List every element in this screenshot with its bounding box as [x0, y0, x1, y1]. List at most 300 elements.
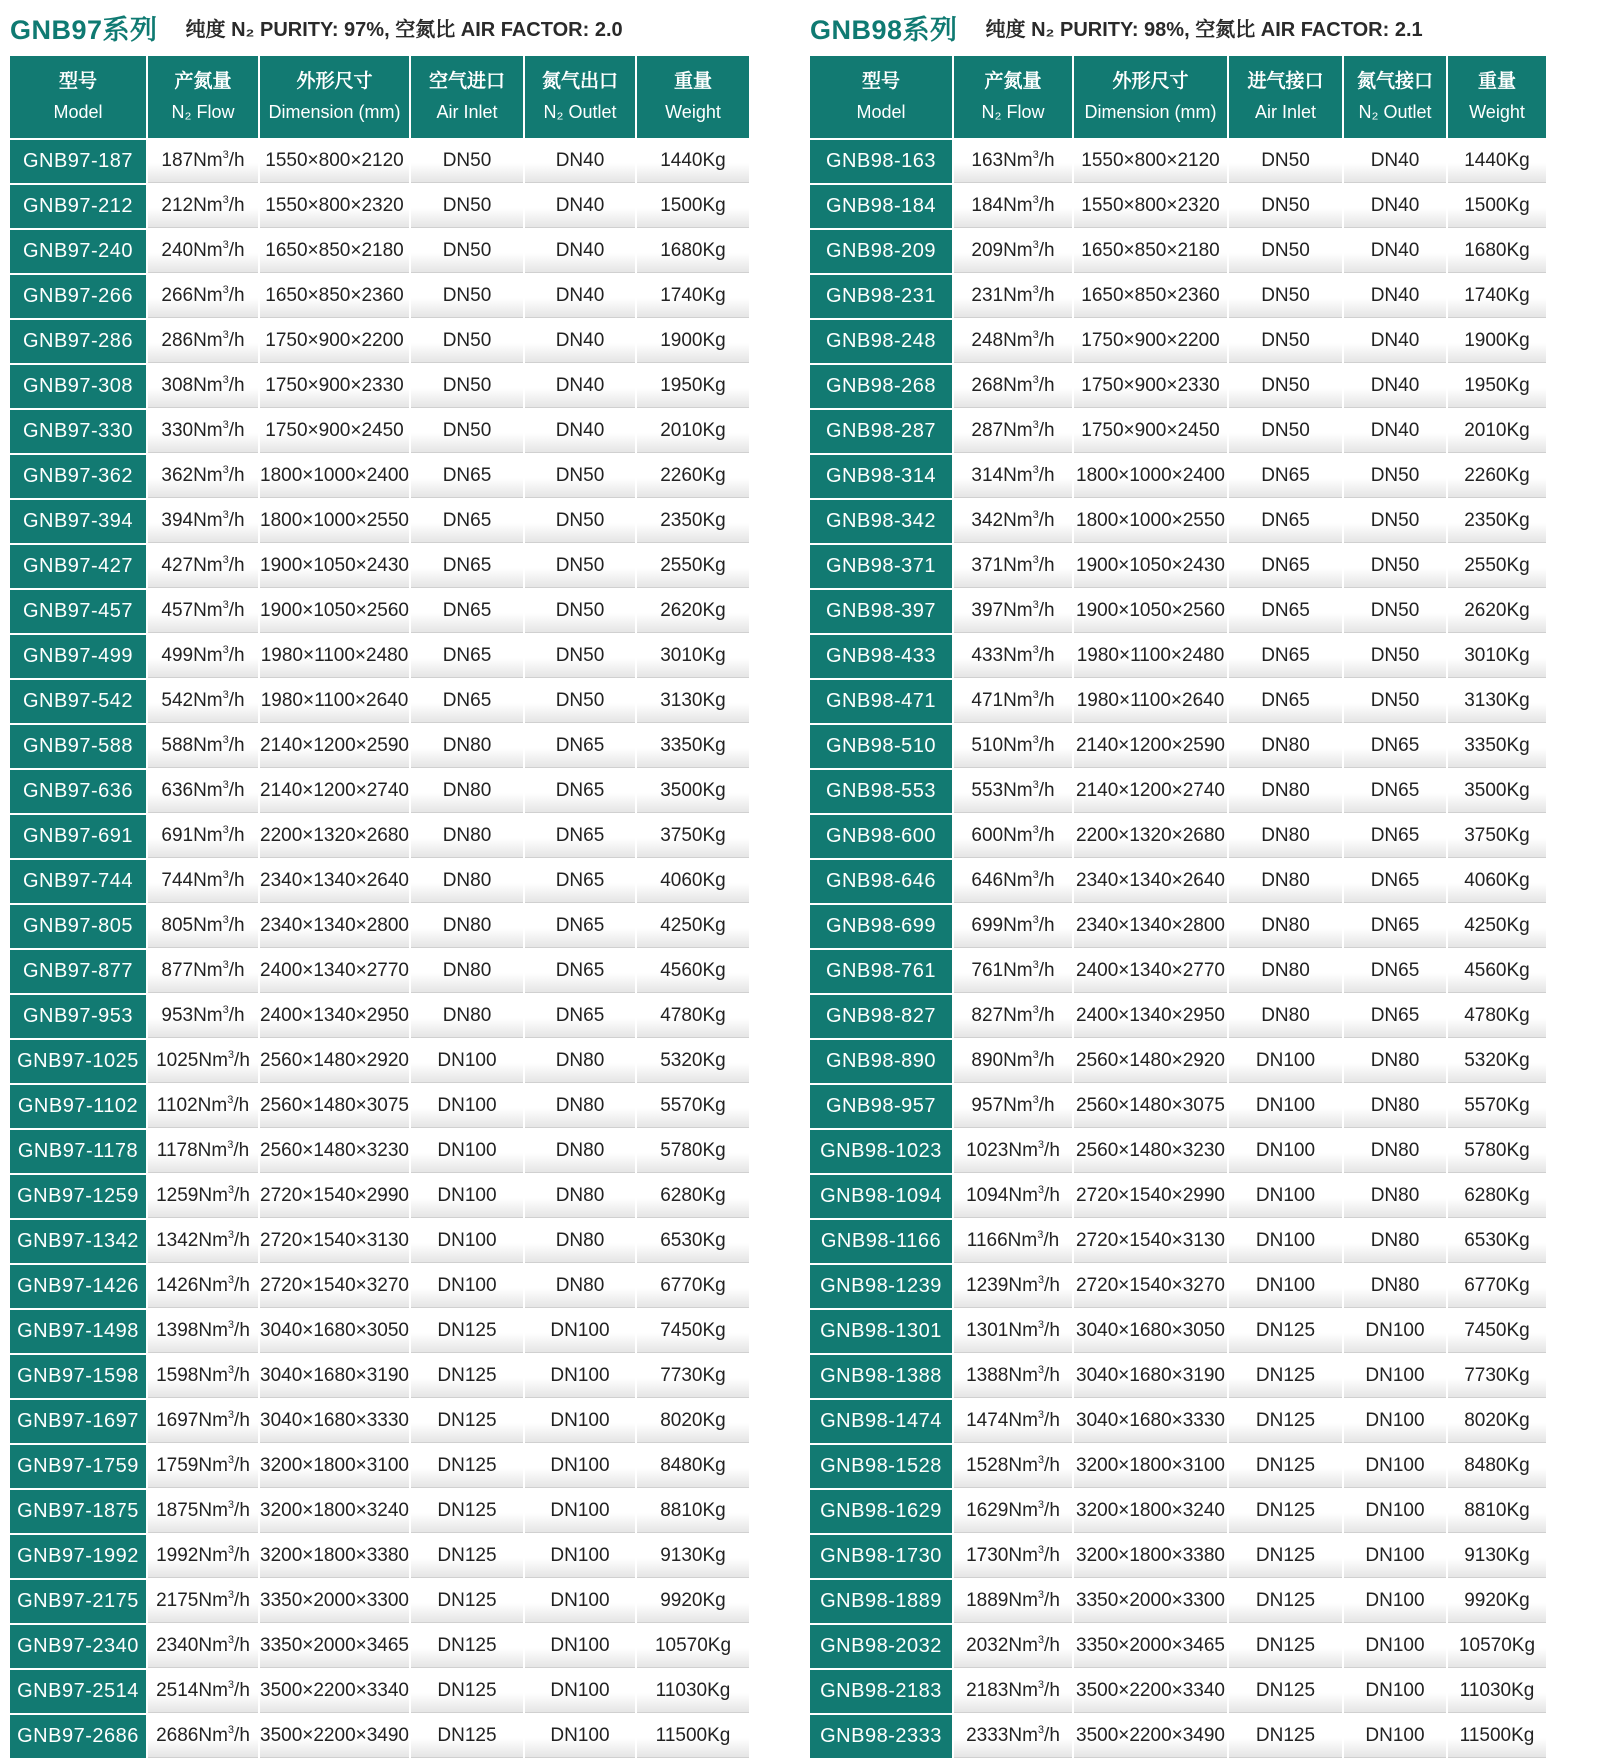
table-row [10, 1175, 749, 1218]
model-cell: GNB97-362 [10, 455, 146, 498]
n2-flow-cell: 471Nm$^3$/h [954, 680, 1072, 723]
column-header-en: N₂ Outlet [543, 102, 617, 122]
dimension-cell: 3200×1800×3240 [1074, 1490, 1227, 1533]
weight-cell: 5780Kg [637, 1130, 749, 1173]
table-row [10, 545, 749, 588]
n2-outlet-cell: DN80 [525, 1265, 635, 1308]
weight-cell: 1440Kg [637, 140, 749, 183]
n2-flow-cell: 187Nm$^3$/h [148, 140, 258, 183]
air-inlet-cell: DN65 [411, 590, 523, 633]
n2-outlet-cell: DN65 [1344, 770, 1446, 813]
model-cell: GNB98-2183 [810, 1670, 952, 1713]
column-header-dimension [260, 56, 409, 138]
air-inlet-cell: DN80 [1229, 995, 1342, 1038]
table-row [810, 1040, 1546, 1083]
n2-flow-cell: 2686Nm$^3$/h [148, 1715, 258, 1758]
model-cell: GNB97-1697 [10, 1400, 146, 1443]
weight-cell: 1740Kg [637, 275, 749, 318]
column-header-zh: 氮气出口 [541, 71, 618, 92]
weight-cell: 2010Kg [637, 410, 749, 453]
weight-cell: 3750Kg [637, 815, 749, 858]
column-header-weight [1448, 56, 1546, 138]
n2-flow-cell: 184Nm$^3$/h [954, 185, 1072, 228]
n2-outlet-cell: DN40 [1344, 140, 1446, 183]
weight-cell: 4560Kg [1448, 950, 1546, 993]
table-row [810, 1220, 1546, 1263]
air-inlet-cell: DN125 [411, 1625, 523, 1668]
model-cell: GNB98-471 [810, 680, 952, 723]
column-header-zh: 外形尺寸 [296, 71, 373, 92]
air-inlet-cell: DN125 [1229, 1490, 1342, 1533]
model-cell: GNB98-2032 [810, 1625, 952, 1668]
table-row [810, 320, 1546, 363]
air-inlet-cell: DN80 [1229, 815, 1342, 858]
air-inlet-cell: DN50 [1229, 275, 1342, 318]
model-cell: GNB97-187 [10, 140, 146, 183]
model-cell: GNB97-330 [10, 410, 146, 453]
n2-outlet-cell: DN65 [525, 725, 635, 768]
column-header-en: Model [53, 102, 103, 122]
air-inlet-cell: DN80 [411, 770, 523, 813]
dimension-cell: 2140×1200×2740 [260, 770, 409, 813]
weight-cell: 3010Kg [637, 635, 749, 678]
n2-flow-cell: 1239Nm$^3$/h [954, 1265, 1072, 1308]
air-inlet-cell: DN50 [411, 320, 523, 363]
dimension-cell: 1900×1050×2560 [260, 590, 409, 633]
table-row [810, 1265, 1546, 1308]
weight-cell: 1950Kg [637, 365, 749, 408]
weight-cell: 5320Kg [1448, 1040, 1546, 1083]
n2-outlet-cell: DN80 [1344, 1040, 1446, 1083]
column-header-en: N₂ Flow [171, 102, 235, 122]
weight-cell: 2260Kg [1448, 455, 1546, 498]
table-row [810, 770, 1546, 813]
table-row [810, 275, 1546, 318]
model-cell: GNB97-1259 [10, 1175, 146, 1218]
table-row [10, 1040, 749, 1083]
n2-flow-cell: 1025Nm$^3$/h [148, 1040, 258, 1083]
table-row [10, 1085, 749, 1128]
table-row [10, 815, 749, 858]
weight-cell: 11030Kg [1448, 1670, 1546, 1713]
model-cell: GNB98-433 [810, 635, 952, 678]
weight-cell: 6280Kg [637, 1175, 749, 1218]
n2-flow-cell: 394Nm$^3$/h [148, 500, 258, 543]
n2-outlet-cell: DN80 [1344, 1085, 1446, 1128]
n2-outlet-cell: DN40 [1344, 230, 1446, 273]
table-row [810, 1580, 1546, 1623]
n2-outlet-cell: DN40 [525, 185, 635, 228]
n2-outlet-cell: DN100 [1344, 1535, 1446, 1578]
table-row [10, 1400, 749, 1443]
model-cell: GNB97-1759 [10, 1445, 146, 1488]
air-inlet-cell: DN100 [411, 1175, 523, 1218]
n2-flow-cell: 953Nm$^3$/h [148, 995, 258, 1038]
n2-outlet-cell: DN50 [525, 545, 635, 588]
n2-outlet-cell: DN100 [1344, 1490, 1446, 1533]
n2-flow-cell: 163Nm$^3$/h [954, 140, 1072, 183]
dimension-cell: 3350×2000×3300 [1074, 1580, 1227, 1623]
weight-cell: 2350Kg [1448, 500, 1546, 543]
table-row [810, 1625, 1546, 1668]
table-row [10, 1265, 749, 1308]
n2-outlet-cell: DN80 [525, 1175, 635, 1218]
model-cell: GNB97-805 [10, 905, 146, 948]
n2-outlet-cell: DN40 [525, 140, 635, 183]
air-inlet-cell: DN125 [1229, 1580, 1342, 1623]
dimension-cell: 1900×1050×2560 [1074, 590, 1227, 633]
dimension-cell: 2560×1480×3075 [260, 1085, 409, 1128]
model-cell: GNB98-1301 [810, 1310, 952, 1353]
table-row [10, 275, 749, 318]
dimension-cell: 3350×2000×3465 [1074, 1625, 1227, 1668]
column-header-en: Air Inlet [436, 102, 498, 122]
dimension-cell: 3200×1800×3380 [260, 1535, 409, 1578]
air-inlet-cell: DN125 [411, 1670, 523, 1713]
n2-outlet-cell: DN65 [1344, 860, 1446, 903]
air-inlet-cell: DN50 [411, 365, 523, 408]
table-row [10, 320, 749, 363]
n2-outlet-cell: DN40 [525, 365, 635, 408]
n2-flow-cell: 457Nm$^3$/h [148, 590, 258, 633]
model-cell: GNB98-314 [810, 455, 952, 498]
n2-outlet-cell: DN100 [1344, 1400, 1446, 1443]
model-cell: GNB98-761 [810, 950, 952, 993]
model-cell: GNB97-1992 [10, 1535, 146, 1578]
model-cell: GNB97-2340 [10, 1625, 146, 1668]
weight-cell: 7730Kg [1448, 1355, 1546, 1398]
n2-outlet-cell: DN50 [525, 635, 635, 678]
table-row [10, 1670, 749, 1713]
n2-outlet-cell: DN100 [525, 1535, 635, 1578]
n2-outlet-cell: DN65 [525, 770, 635, 813]
model-cell: GNB97-308 [10, 365, 146, 408]
n2-flow-cell: 1528Nm$^3$/h [954, 1445, 1072, 1488]
model-cell: GNB98-1528 [810, 1445, 952, 1488]
dimension-cell: 1650×850×2360 [260, 275, 409, 318]
model-cell: GNB97-266 [10, 275, 146, 318]
model-cell: GNB98-553 [810, 770, 952, 813]
model-cell: GNB98-1239 [810, 1265, 952, 1308]
weight-cell: 3010Kg [1448, 635, 1546, 678]
model-cell: GNB98-371 [810, 545, 952, 588]
weight-cell: 8480Kg [637, 1445, 749, 1488]
dimension-cell: 1800×1000×2550 [1074, 500, 1227, 543]
n2-flow-cell: 231Nm$^3$/h [954, 275, 1072, 318]
n2-outlet-cell: DN80 [525, 1085, 635, 1128]
table-row [810, 1670, 1546, 1713]
air-inlet-cell: DN50 [1229, 410, 1342, 453]
column-header-en: Weight [665, 102, 721, 122]
n2-flow-cell: 542Nm$^3$/h [148, 680, 258, 723]
model-cell: GNB98-209 [810, 230, 952, 273]
n2-flow-cell: 1730Nm$^3$/h [954, 1535, 1072, 1578]
weight-cell: 2620Kg [637, 590, 749, 633]
n2-outlet-cell: DN50 [525, 680, 635, 723]
weight-cell: 4250Kg [637, 905, 749, 948]
n2-flow-cell: 240Nm$^3$/h [148, 230, 258, 273]
n2-outlet-cell: DN65 [1344, 905, 1446, 948]
weight-cell: 8020Kg [1448, 1400, 1546, 1443]
column-header-en: N₂ Outlet [1358, 102, 1432, 122]
table-row [10, 1715, 749, 1758]
air-inlet-cell: DN80 [411, 995, 523, 1038]
n2-flow-cell: 2175Nm$^3$/h [148, 1580, 258, 1623]
table-row [810, 185, 1546, 228]
model-cell: GNB97-1102 [10, 1085, 146, 1128]
air-inlet-cell: DN125 [411, 1490, 523, 1533]
n2-outlet-cell: DN65 [1344, 725, 1446, 768]
dimension-cell: 1900×1050×2430 [260, 545, 409, 588]
series-header [810, 0, 1548, 54]
table-row [810, 815, 1546, 858]
weight-cell: 10570Kg [637, 1625, 749, 1668]
n2-flow-cell: 636Nm$^3$/h [148, 770, 258, 813]
column-header-en: N₂ Flow [981, 102, 1045, 122]
n2-outlet-cell: DN100 [1344, 1310, 1446, 1353]
n2-flow-cell: 266Nm$^3$/h [148, 275, 258, 318]
air-inlet-cell: DN65 [411, 680, 523, 723]
table-row [10, 1580, 749, 1623]
n2-flow-cell: 1629Nm$^3$/h [954, 1490, 1072, 1533]
dimension-cell: 1550×800×2120 [260, 140, 409, 183]
weight-cell: 6770Kg [637, 1265, 749, 1308]
weight-cell: 1440Kg [1448, 140, 1546, 183]
table-row [810, 1490, 1546, 1533]
table-row [10, 1535, 749, 1578]
table-row [810, 725, 1546, 768]
weight-cell: 1900Kg [637, 320, 749, 363]
n2-flow-cell: 761Nm$^3$/h [954, 950, 1072, 993]
air-inlet-cell: DN50 [1229, 140, 1342, 183]
weight-cell: 4780Kg [1448, 995, 1546, 1038]
table-row [810, 1130, 1546, 1173]
model-cell: GNB97-457 [10, 590, 146, 633]
weight-cell: 5570Kg [1448, 1085, 1546, 1128]
n2-flow-cell: 286Nm$^3$/h [148, 320, 258, 363]
air-inlet-cell: DN65 [1229, 680, 1342, 723]
dimension-cell: 1800×1000×2550 [260, 500, 409, 543]
model-cell: GNB97-542 [10, 680, 146, 723]
table-row [10, 1490, 749, 1533]
model-cell: GNB98-1094 [810, 1175, 952, 1218]
n2-flow-cell: 1889Nm$^3$/h [954, 1580, 1072, 1623]
model-cell: GNB98-827 [810, 995, 952, 1038]
n2-outlet-cell: DN50 [525, 500, 635, 543]
n2-outlet-cell: DN80 [525, 1130, 635, 1173]
air-inlet-cell: DN125 [1229, 1670, 1342, 1713]
dimension-cell: 3040×1680×3050 [260, 1310, 409, 1353]
column-header-n2-outlet [525, 56, 635, 138]
table-row [810, 1175, 1546, 1218]
model-cell: GNB98-1474 [810, 1400, 952, 1443]
dimension-cell: 2720×1540×3270 [260, 1265, 409, 1308]
n2-flow-cell: 890Nm$^3$/h [954, 1040, 1072, 1083]
n2-flow-cell: 248Nm$^3$/h [954, 320, 1072, 363]
column-header-en: Model [856, 102, 906, 122]
air-inlet-cell: DN125 [1229, 1310, 1342, 1353]
model-cell: GNB98-1023 [810, 1130, 952, 1173]
model-cell: GNB97-394 [10, 500, 146, 543]
series-title: GNB97系列 [10, 14, 158, 45]
model-cell: GNB97-212 [10, 185, 146, 228]
weight-cell: 1740Kg [1448, 275, 1546, 318]
weight-cell: 6530Kg [1448, 1220, 1546, 1263]
n2-outlet-cell: DN100 [1344, 1625, 1446, 1668]
dimension-cell: 3040×1680×3330 [260, 1400, 409, 1443]
n2-outlet-cell: DN40 [525, 410, 635, 453]
air-inlet-cell: DN100 [1229, 1265, 1342, 1308]
table-row [810, 1400, 1546, 1443]
weight-cell: 3130Kg [1448, 680, 1546, 723]
dimension-cell: 2400×1340×2950 [260, 995, 409, 1038]
n2-flow-cell: 1178Nm$^3$/h [148, 1130, 258, 1173]
column-header-zh: 型号 [58, 71, 97, 92]
n2-outlet-cell: DN65 [1344, 815, 1446, 858]
dimension-cell: 1900×1050×2430 [1074, 545, 1227, 588]
n2-outlet-cell: DN65 [1344, 950, 1446, 993]
table-row [10, 185, 749, 228]
weight-cell: 8480Kg [1448, 1445, 1546, 1488]
model-cell: GNB98-397 [810, 590, 952, 633]
weight-cell: 1680Kg [1448, 230, 1546, 273]
dimension-cell: 2140×1200×2590 [260, 725, 409, 768]
weight-cell: 9130Kg [1448, 1535, 1546, 1578]
n2-outlet-cell: DN100 [525, 1670, 635, 1713]
column-header-n2-flow [148, 56, 258, 138]
weight-cell: 9130Kg [637, 1535, 749, 1578]
air-inlet-cell: DN80 [411, 950, 523, 993]
dimension-cell: 3200×1800×3240 [260, 1490, 409, 1533]
n2-flow-cell: 1259Nm$^3$/h [148, 1175, 258, 1218]
n2-outlet-cell: DN65 [525, 860, 635, 903]
dimension-cell: 1550×800×2320 [260, 185, 409, 228]
n2-flow-cell: 1426Nm$^3$/h [148, 1265, 258, 1308]
n2-flow-cell: 1094Nm$^3$/h [954, 1175, 1072, 1218]
table-row [810, 950, 1546, 993]
table-header-row [810, 56, 1546, 138]
n2-flow-cell: 957Nm$^3$/h [954, 1085, 1072, 1128]
table-row [10, 635, 749, 678]
n2-flow-cell: 600Nm$^3$/h [954, 815, 1072, 858]
model-cell: GNB97-953 [10, 995, 146, 1038]
table-row [10, 1130, 749, 1173]
n2-flow-cell: 1388Nm$^3$/h [954, 1355, 1072, 1398]
model-cell: GNB97-1426 [10, 1265, 146, 1308]
n2-outlet-cell: DN40 [1344, 365, 1446, 408]
model-cell: GNB97-691 [10, 815, 146, 858]
n2-flow-cell: 1759Nm$^3$/h [148, 1445, 258, 1488]
dimension-cell: 3500×2200×3340 [1074, 1670, 1227, 1713]
dimension-cell: 2400×1340×2950 [1074, 995, 1227, 1038]
air-inlet-cell: DN100 [1229, 1130, 1342, 1173]
column-header-model [810, 56, 952, 138]
table-row [810, 1715, 1546, 1758]
dimension-cell: 1750×900×2450 [1074, 410, 1227, 453]
table-row [10, 950, 749, 993]
n2-flow-cell: 646Nm$^3$/h [954, 860, 1072, 903]
weight-cell: 3500Kg [1448, 770, 1546, 813]
column-header-n2-flow [954, 56, 1072, 138]
model-cell: GNB97-427 [10, 545, 146, 588]
n2-flow-cell: 1875Nm$^3$/h [148, 1490, 258, 1533]
model-cell: GNB97-2514 [10, 1670, 146, 1713]
dimension-cell: 3040×1680×3050 [1074, 1310, 1227, 1353]
weight-cell: 9920Kg [1448, 1580, 1546, 1623]
dimension-cell: 1980×1100×2640 [260, 680, 409, 723]
dimension-cell: 1980×1100×2480 [1074, 635, 1227, 678]
n2-outlet-cell: DN80 [1344, 1220, 1446, 1263]
n2-outlet-cell: DN100 [1344, 1445, 1446, 1488]
dimension-cell: 2340×1340×2640 [1074, 860, 1227, 903]
n2-outlet-cell: DN65 [525, 905, 635, 948]
dimension-cell: 3040×1680×3190 [260, 1355, 409, 1398]
weight-cell: 4060Kg [637, 860, 749, 903]
weight-cell: 7450Kg [1448, 1310, 1546, 1353]
table-row [810, 1535, 1546, 1578]
dimension-cell: 1650×850×2180 [1074, 230, 1227, 273]
model-cell: GNB97-240 [10, 230, 146, 273]
n2-flow-cell: 1697Nm$^3$/h [148, 1400, 258, 1443]
air-inlet-cell: DN80 [1229, 905, 1342, 948]
gnb98-panel [810, 0, 1548, 1760]
weight-cell: 3130Kg [637, 680, 749, 723]
series-title: GNB98系列 [810, 14, 958, 45]
weight-cell: 2620Kg [1448, 590, 1546, 633]
dimension-cell: 2720×1540×2990 [1074, 1175, 1227, 1218]
n2-flow-cell: 2183Nm$^3$/h [954, 1670, 1072, 1713]
air-inlet-cell: DN100 [411, 1265, 523, 1308]
air-inlet-cell: DN100 [1229, 1085, 1342, 1128]
n2-outlet-cell: DN100 [525, 1445, 635, 1488]
weight-cell: 5780Kg [1448, 1130, 1546, 1173]
dimension-cell: 2560×1480×3075 [1074, 1085, 1227, 1128]
n2-flow-cell: 877Nm$^3$/h [148, 950, 258, 993]
dimension-cell: 2140×1200×2740 [1074, 770, 1227, 813]
weight-cell: 6280Kg [1448, 1175, 1546, 1218]
model-cell: GNB97-877 [10, 950, 146, 993]
dimension-cell: 2140×1200×2590 [1074, 725, 1227, 768]
column-header-en: Weight [1469, 102, 1525, 122]
air-inlet-cell: DN80 [411, 905, 523, 948]
weight-cell: 2550Kg [1448, 545, 1546, 588]
n2-flow-cell: 1102Nm$^3$/h [148, 1085, 258, 1128]
air-inlet-cell: DN100 [411, 1040, 523, 1083]
table-row [810, 1085, 1546, 1128]
n2-outlet-cell: DN40 [1344, 320, 1446, 363]
dimension-cell: 1980×1100×2480 [260, 635, 409, 678]
n2-flow-cell: 1166Nm$^3$/h [954, 1220, 1072, 1263]
table-row [810, 680, 1546, 723]
n2-flow-cell: 2514Nm$^3$/h [148, 1670, 258, 1713]
table-row [10, 140, 749, 183]
table-row [810, 365, 1546, 408]
weight-cell: 4250Kg [1448, 905, 1546, 948]
dimension-cell: 2340×1340×2640 [260, 860, 409, 903]
table-row [810, 545, 1546, 588]
n2-flow-cell: 433Nm$^3$/h [954, 635, 1072, 678]
n2-outlet-cell: DN65 [1344, 995, 1446, 1038]
table-row [10, 725, 749, 768]
table-row [10, 500, 749, 543]
weight-cell: 11500Kg [1448, 1715, 1546, 1758]
dimension-cell: 3500×2200×3490 [260, 1715, 409, 1758]
weight-cell: 11030Kg [637, 1670, 749, 1713]
air-inlet-cell: DN125 [411, 1580, 523, 1623]
air-inlet-cell: DN80 [411, 860, 523, 903]
n2-outlet-cell: DN40 [1344, 185, 1446, 228]
n2-outlet-cell: DN100 [1344, 1355, 1446, 1398]
